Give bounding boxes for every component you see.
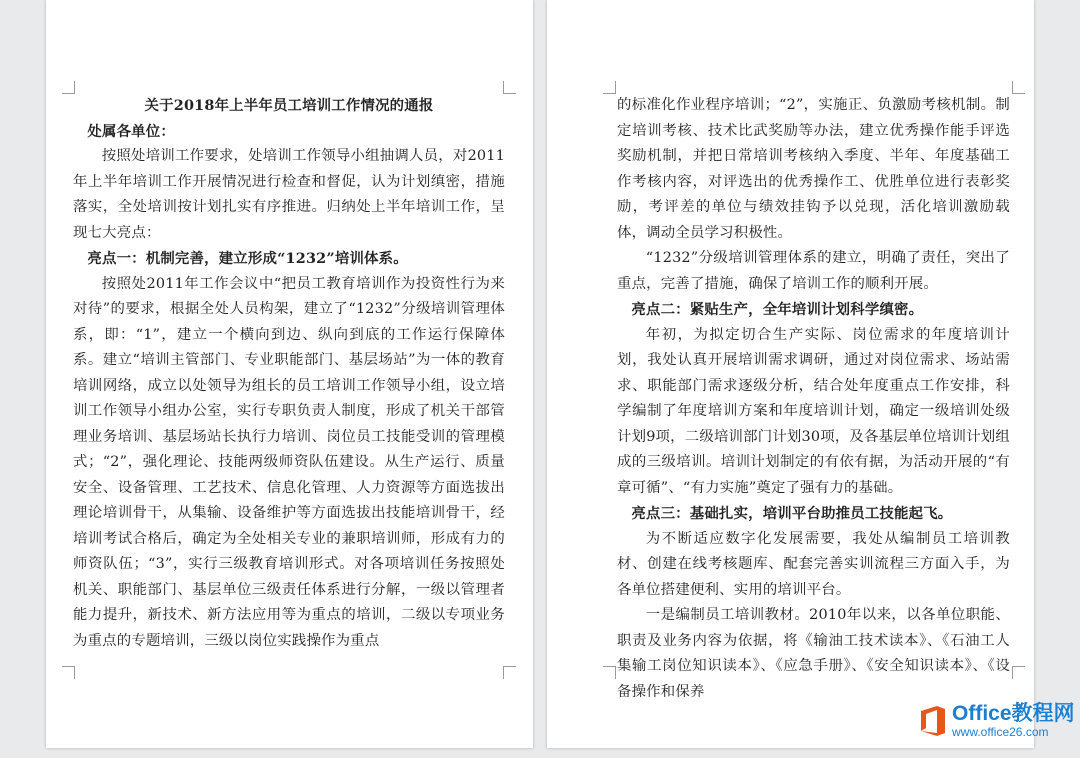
paragraph: 一是编制员工培训教材。2010年以来，以各单位职能、职责及业务内容为依据，将《输油工技术读本》、《石油工人集输工岗位知识读本》、《应急手册》、《安全知识读本》、《设备操作和保养	[617, 607, 1010, 700]
margin-corner-mark	[62, 666, 75, 679]
document-title: 关于2018年上半年员工培训工作情况的通报	[144, 97, 434, 114]
watermark-url: www.office26.com	[952, 725, 1049, 739]
highlight-heading: 亮点二：紧贴生产，全年培训计划科学缜密。	[631, 301, 924, 318]
highlight-heading: 亮点一：机制完善，建立形成“1232”培训体系。	[87, 250, 408, 267]
watermark-text	[952, 703, 1075, 739]
document-page-right	[547, 0, 1034, 748]
page-body[interactable]	[73, 93, 505, 654]
margin-corner-mark	[1012, 666, 1025, 679]
paragraph: 按照处培训工作要求，处培训工作领导小组抽调人员，对2011年上半年培训工作开展情况进行检查和督促，认为计划缜密，措施落实，全处培训按计划扎实有序推进。归纳处上半年培训工作，呈现七大亮点：	[73, 148, 505, 241]
paragraph: 按照处2011年工作会议中“把员工教育培训作为投资性行为来对待”的要求，根据全处人员构架，建立了“1232”分级培训管理体系，即：“1”，建立一个横向到边、纵向到底的工作运行保障体系。建立“培训主管部门、专业职能部门、基层场站”为一体的教育培训网络，成立以处领导为组长的员工培训工作领导小组，设立培训工作领导小组办公室，实行专职负责人制度，形成了机关干部管理业务培训、基层场站长执行力培训、岗位员工技能受训的管理模式；“2”，强化理论、技能两级师资队伍建设。从生产运行、质量安全、设备管理、工艺技术、信息化管理、人力资源等方面选拔出理论培训骨干，从集输、设备维护等方面选拔出技能培训骨干，经培训考试合格后，确定为全处相关专业的兼职培训师，形成有力的师资队伍；“3”，实行三级教育培训形式。对各项培训任务按照处机关、职能部门、基层单位三级责任体系进行分解，一级以管理者能力提升，新技术、新方法应用等为重点的培训，二级以专项业务为重点的专题培训，三级以岗位实践操作为重点	[73, 275, 505, 649]
margin-corner-mark	[1012, 81, 1025, 94]
salutation: 处属各单位：	[87, 122, 175, 140]
margin-corner-mark	[503, 666, 516, 679]
document-page-left	[46, 0, 533, 748]
paragraph: 年初，为拟定切合生产实际、岗位需求的年度培训计划，我处认真开展培训需求调研，通过对岗位需求、场站需求、职能部门需求逐级分析，结合处年度重点工作安排，科学编制了年度培训方案和年度培训计划，确定一级培训处级计划9项，二级培训部门计划30项，及各基层单位培训计划组成的三级培训。培训计划制定的有依有据，为活动开展的“有章可循”、“有力实施”奠定了强有力的基础。	[617, 326, 1010, 496]
paragraph: “1232”分级培训管理体系的建立，明确了责任，突出了重点，完善了措施，确保了培训工作的顺利开展。	[617, 250, 1010, 292]
office-logo-icon	[918, 705, 948, 737]
watermark-name: Office教程网	[952, 702, 1075, 725]
page-body[interactable]	[617, 93, 1010, 705]
watermark-logo	[918, 703, 1075, 739]
highlight-heading: 亮点三：基础扎实，培训平台助推员工技能起飞。	[631, 505, 953, 522]
margin-corner-mark	[603, 666, 616, 679]
margin-corner-mark	[603, 81, 616, 94]
paragraph: 的标准化作业程序培训；“2”，实施正、负激励考核机制。制定培训考核、技术比武奖励等办法，建立优秀操作能手评选奖励机制，并把日常培训考核纳入季度、半年、年度基础工作考核内容，对评选出的优秀操作工、优胜单位进行表彰奖励，考评差的单位与绩效挂钩予以兑现，活化培训激励载体，调动全员学习积极性。	[617, 97, 1010, 241]
paragraph: 为不断适应数字化发展需要，我处从编制员工培训教材、创建在线考核题库、配套完善实训流程三方面入手，为各单位搭建便利、实用的培训平台。	[617, 530, 1010, 598]
